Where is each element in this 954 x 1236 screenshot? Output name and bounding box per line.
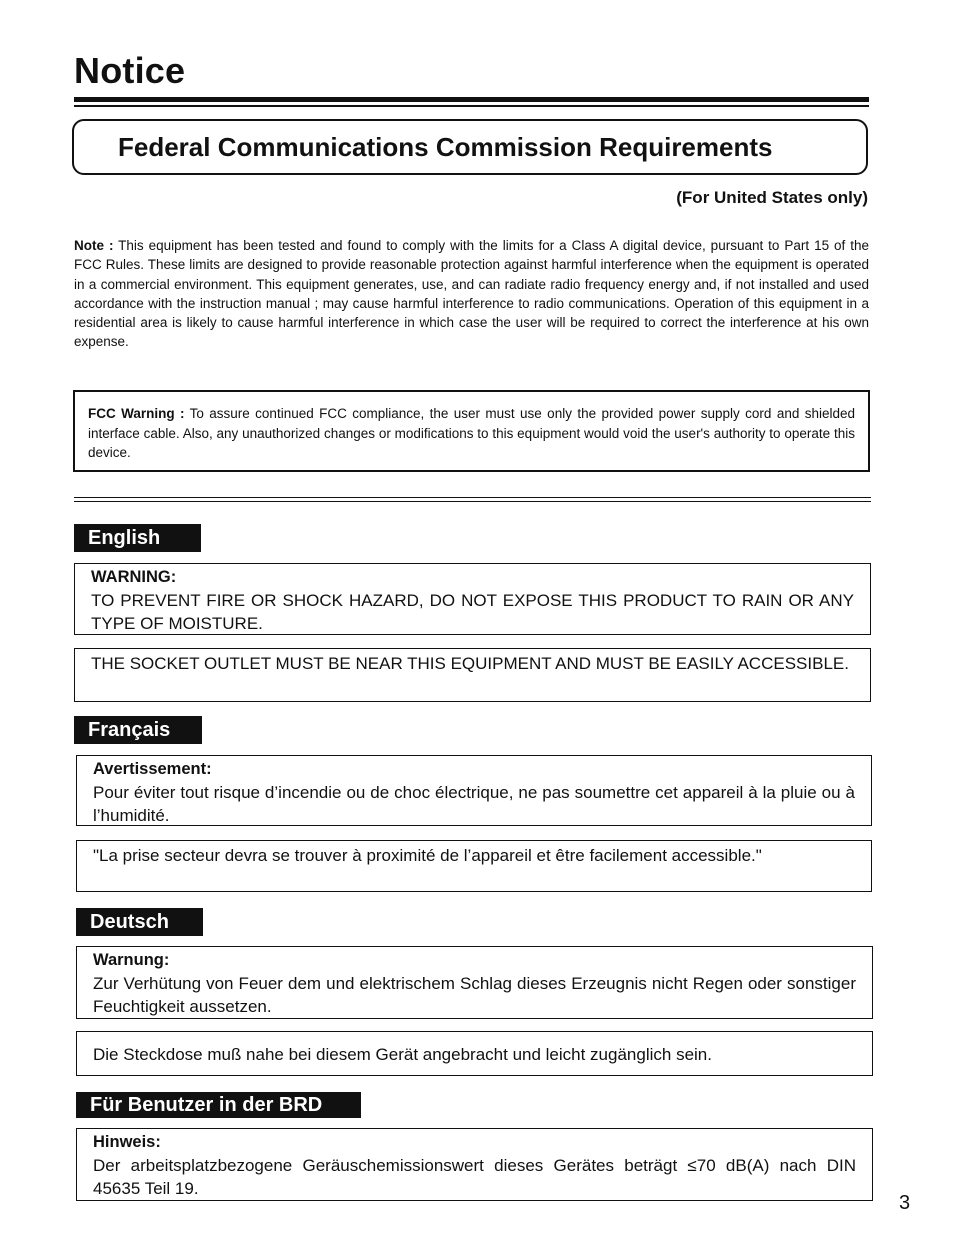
note-label: Note : [74,238,114,253]
note-text: This equipment has been tested and found to comply with the limits for a Class A digital device, pursuant to Part 15 of the FCC Rules. These limits are designed to provide reasonable protection against harmful interference when the equipment is operated in a commercial environment. This equipment generates, use, and can radiate radio frequency energy and, if not installed and used accordance with the instruction manual ; may cause harmful interference to radio communications. Operation of this equipment in a residential area is likely to cause harmful interference in which case the user will be required to correct the interference at his own expense. [74,238,869,350]
fcc-header-text: Federal Communications Commission Requirements [118,131,773,162]
brd-notice-body: Der arbeitsplatzbezogene Geräuschemissionswert dieses Gerätes beträgt ≤70 dB(A) nach DIN 45635 Teil 19. [93,1156,856,1198]
deutsch-socket-text: Die Steckdose muß nahe bei diesem Gerät angebracht und leicht zugänglich sein. [93,1045,712,1064]
fcc-warning-box [73,390,870,472]
francais-socket-text: "La prise secteur devra se trouver à proximité de l’appareil et être facilement accessible." [93,846,762,865]
fcc-warning-text: To assure continued FCC compliance, the user must use only the provided power supply cord and shielded interface cable. Also, any unauthorized changes or modifications to this equipment would void the user's authority to operate this device. [88,406,856,460]
francais-warning-head: Avertissement: [93,760,212,778]
section-divider [74,497,871,502]
english-socket-box [74,648,871,702]
francais-warning-body: Pour éviter tout risque d’incendie ou de choc électrique, ne pas soumettre cet appareil à la pluie ou à l’humidité. [93,783,855,825]
brd-notice-head: Hinweis: [93,1133,161,1151]
section-label-text: Für Benutzer in der BRD [90,1094,323,1116]
section-label-text: Deutsch [90,911,169,933]
title-rule-thin [74,105,869,107]
section-label-english [74,524,201,552]
fcc-note [74,236,869,352]
page-number: 3 [899,1192,911,1214]
deutsch-warning-head: Warnung: [93,951,170,969]
section-label-text: Français [88,719,171,741]
deutsch-warning-body: Zur Verhütung von Feuer dem und elektrischem Schlag dieses Erzeugnis nicht Regen oder sonstiger Feuchtigkeit aussetzen. [93,974,856,1016]
section-label-deutsch [76,908,203,936]
fcc-subtitle: (For United States only) [676,188,868,207]
english-warning-body: TO PREVENT FIRE OR SHOCK HAZARD, DO NOT EXPOSE THIS PRODUCT TO RAIN OR ANY TYPE OF MOISTURE. [91,591,854,633]
page-title: Notice [74,50,186,91]
francais-warning-box [76,755,872,826]
brd-notice-box [76,1128,873,1201]
section-label-brd [76,1092,361,1118]
title-rule-thick [74,97,869,102]
english-socket-text: THE SOCKET OUTLET MUST BE NEAR THIS EQUIPMENT AND MUST BE EASILY ACCESSIBLE. [91,654,849,673]
section-label-text: English [88,527,161,549]
section-label-francais [74,716,202,744]
fcc-header-box [72,119,868,175]
english-warning-box [74,563,871,635]
fcc-warning-label: FCC Warning : [88,406,185,421]
deutsch-socket-box [76,1031,873,1076]
english-warning-head: WARNING: [91,568,177,586]
francais-socket-box [76,840,872,892]
deutsch-warning-box [76,946,873,1019]
